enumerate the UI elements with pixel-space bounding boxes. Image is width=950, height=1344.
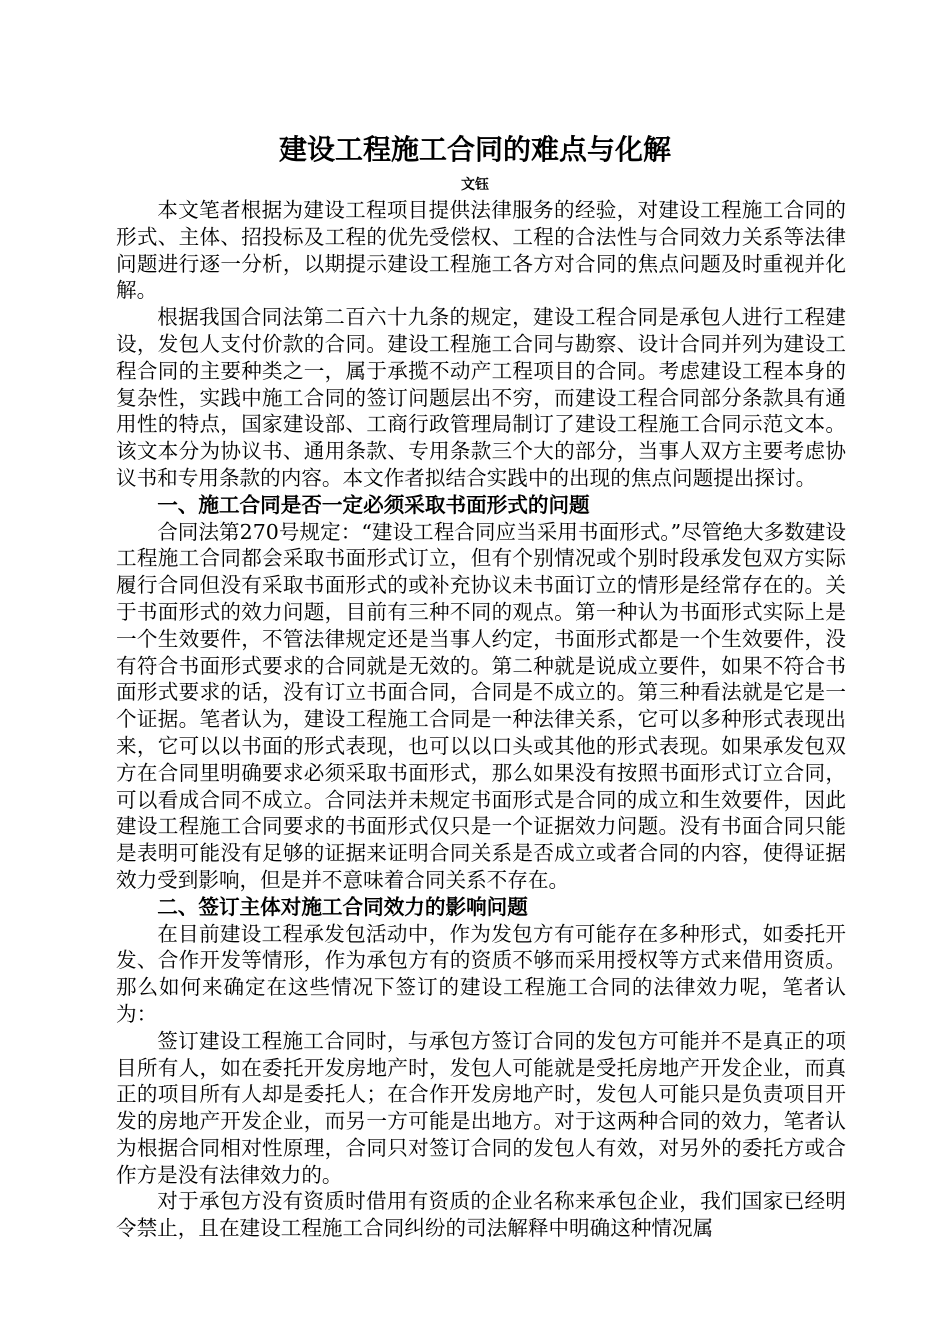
body-paragraph-contractor: 对于承包方没有资质时借用有资质的企业名称来承包企业，我们国家已经明令禁止，且在建设工程施工合同纠纷的司法解释中明确这种情况属 (116, 1189, 846, 1241)
body-paragraph-employer: 签订建设工程施工合同时，与承包方签订合同的发包方可能并不是真正的项目所有人，如在委托开发房地产时，发包人可能就是受托房地产开发企业，而真正的项目所有人却是委托人；在合作开发房地产时，发包人可能只是负责项目开发的房地产开发企业，而另一方可能是出地方。对于这两种合同的效力，笔者认为根据合同相对性原理，合同只对签订合同的发包人有效，对另外的委托方或合作方是没有法律效力的。 (116, 1028, 846, 1187)
section-heading-contract-parties: 二、签订主体对施工合同效力的影响问题 (157, 894, 528, 919)
section-heading-written-form: 一、施工合同是否一定必须采取书面形式的问题 (157, 492, 590, 517)
document-body (116, 197, 846, 1242)
body-paragraph-background: 根据我国合同法第二百六十九条的规定，建设工程合同是承包人进行工程建设，发包人支付价款的合同。建设工程施工合同与勘察、设计合同并列为建设工程合同的主要种类之一，属于承揽不动产工程项目的合同。考虑建设工程本身的复杂性，实践中施工合同的签订问题层出不穷，而建设工程合同部分条款具有通用性的特点，国家建设部、工商行政管理局制订了建设工程施工合同示范文本。该文本分为协议书、通用条款、专用条款三个大的部分，当事人双方主要考虑协议书和专用条款的内容。本文作者拟结合实践中的出现的焦点问题提出探讨。 (116, 305, 846, 490)
document-title: 建设工程施工合同的难点与化解 (278, 133, 671, 166)
body-paragraph-parties-intro: 在目前建设工程承发包活动中，作为发包方有可能存在多种形式，如委托开发、合作开发等情形，作为承包方有的资质不够而采用授权等方式来借用资质。那么如何来确定在这些情况下签订的建设工程施工合同的法律效力呢，笔者认为： (116, 921, 846, 1026)
body-paragraph-intro: 本文笔者根据为建设工程项目提供法律服务的经验，对建设工程施工合同的形式、主体、招投标及工程的优先受偿权、工程的合法性与合同效力关系等法律问题进行逐一分析，以期提示建设工程施工各方对合同的焦点问题及时重视并化解。 (116, 198, 846, 303)
document-author: 文钰 (461, 177, 489, 193)
body-paragraph-written-form: 合同法第270号规定：“建设工程合同应当采用书面形式。”尽管绝大多数建设工程施工合同都会采取书面形式订立，但有个别情况或个别时段承发包双方实际履行合同但没有采取书面形式的或补充协议未书面订立的情形是经常存在的。关于书面形式的效力问题，目前有三种不同的观点。第一种认为书面形式实际上是一个生效要件，不管法律规定还是当事人约定，书面形式都是一个生效要件，没有符合书面形式要求的合同就是无效的。第二种就是说成立要件，如果不符合书面形式要求的话，没有订立书面合同，合同是不成立的。第三种看法就是它是一个证据。笔者认为，建设工程施工合同是一种法律关系，它可以多种形式表现出来，它可以以书面的形式表现，也可以以口头或其他的形式表现。如果承发包双方在合同里明确要求必须采取书面形式，那么如果没有按照书面形式订立合同，可以看成合同不成立。合同法并未规定书面形式是合同的成立和生效要件，因此建设工程施工合同要求的书面形式仅只是一个证据效力问题。没有书面合同只能是表明可能没有足够的证据来证明合同关系是否成立或者合同的内容，使得证据效力受到影响，但是并不意味着合同关系不存在。 (116, 519, 846, 892)
